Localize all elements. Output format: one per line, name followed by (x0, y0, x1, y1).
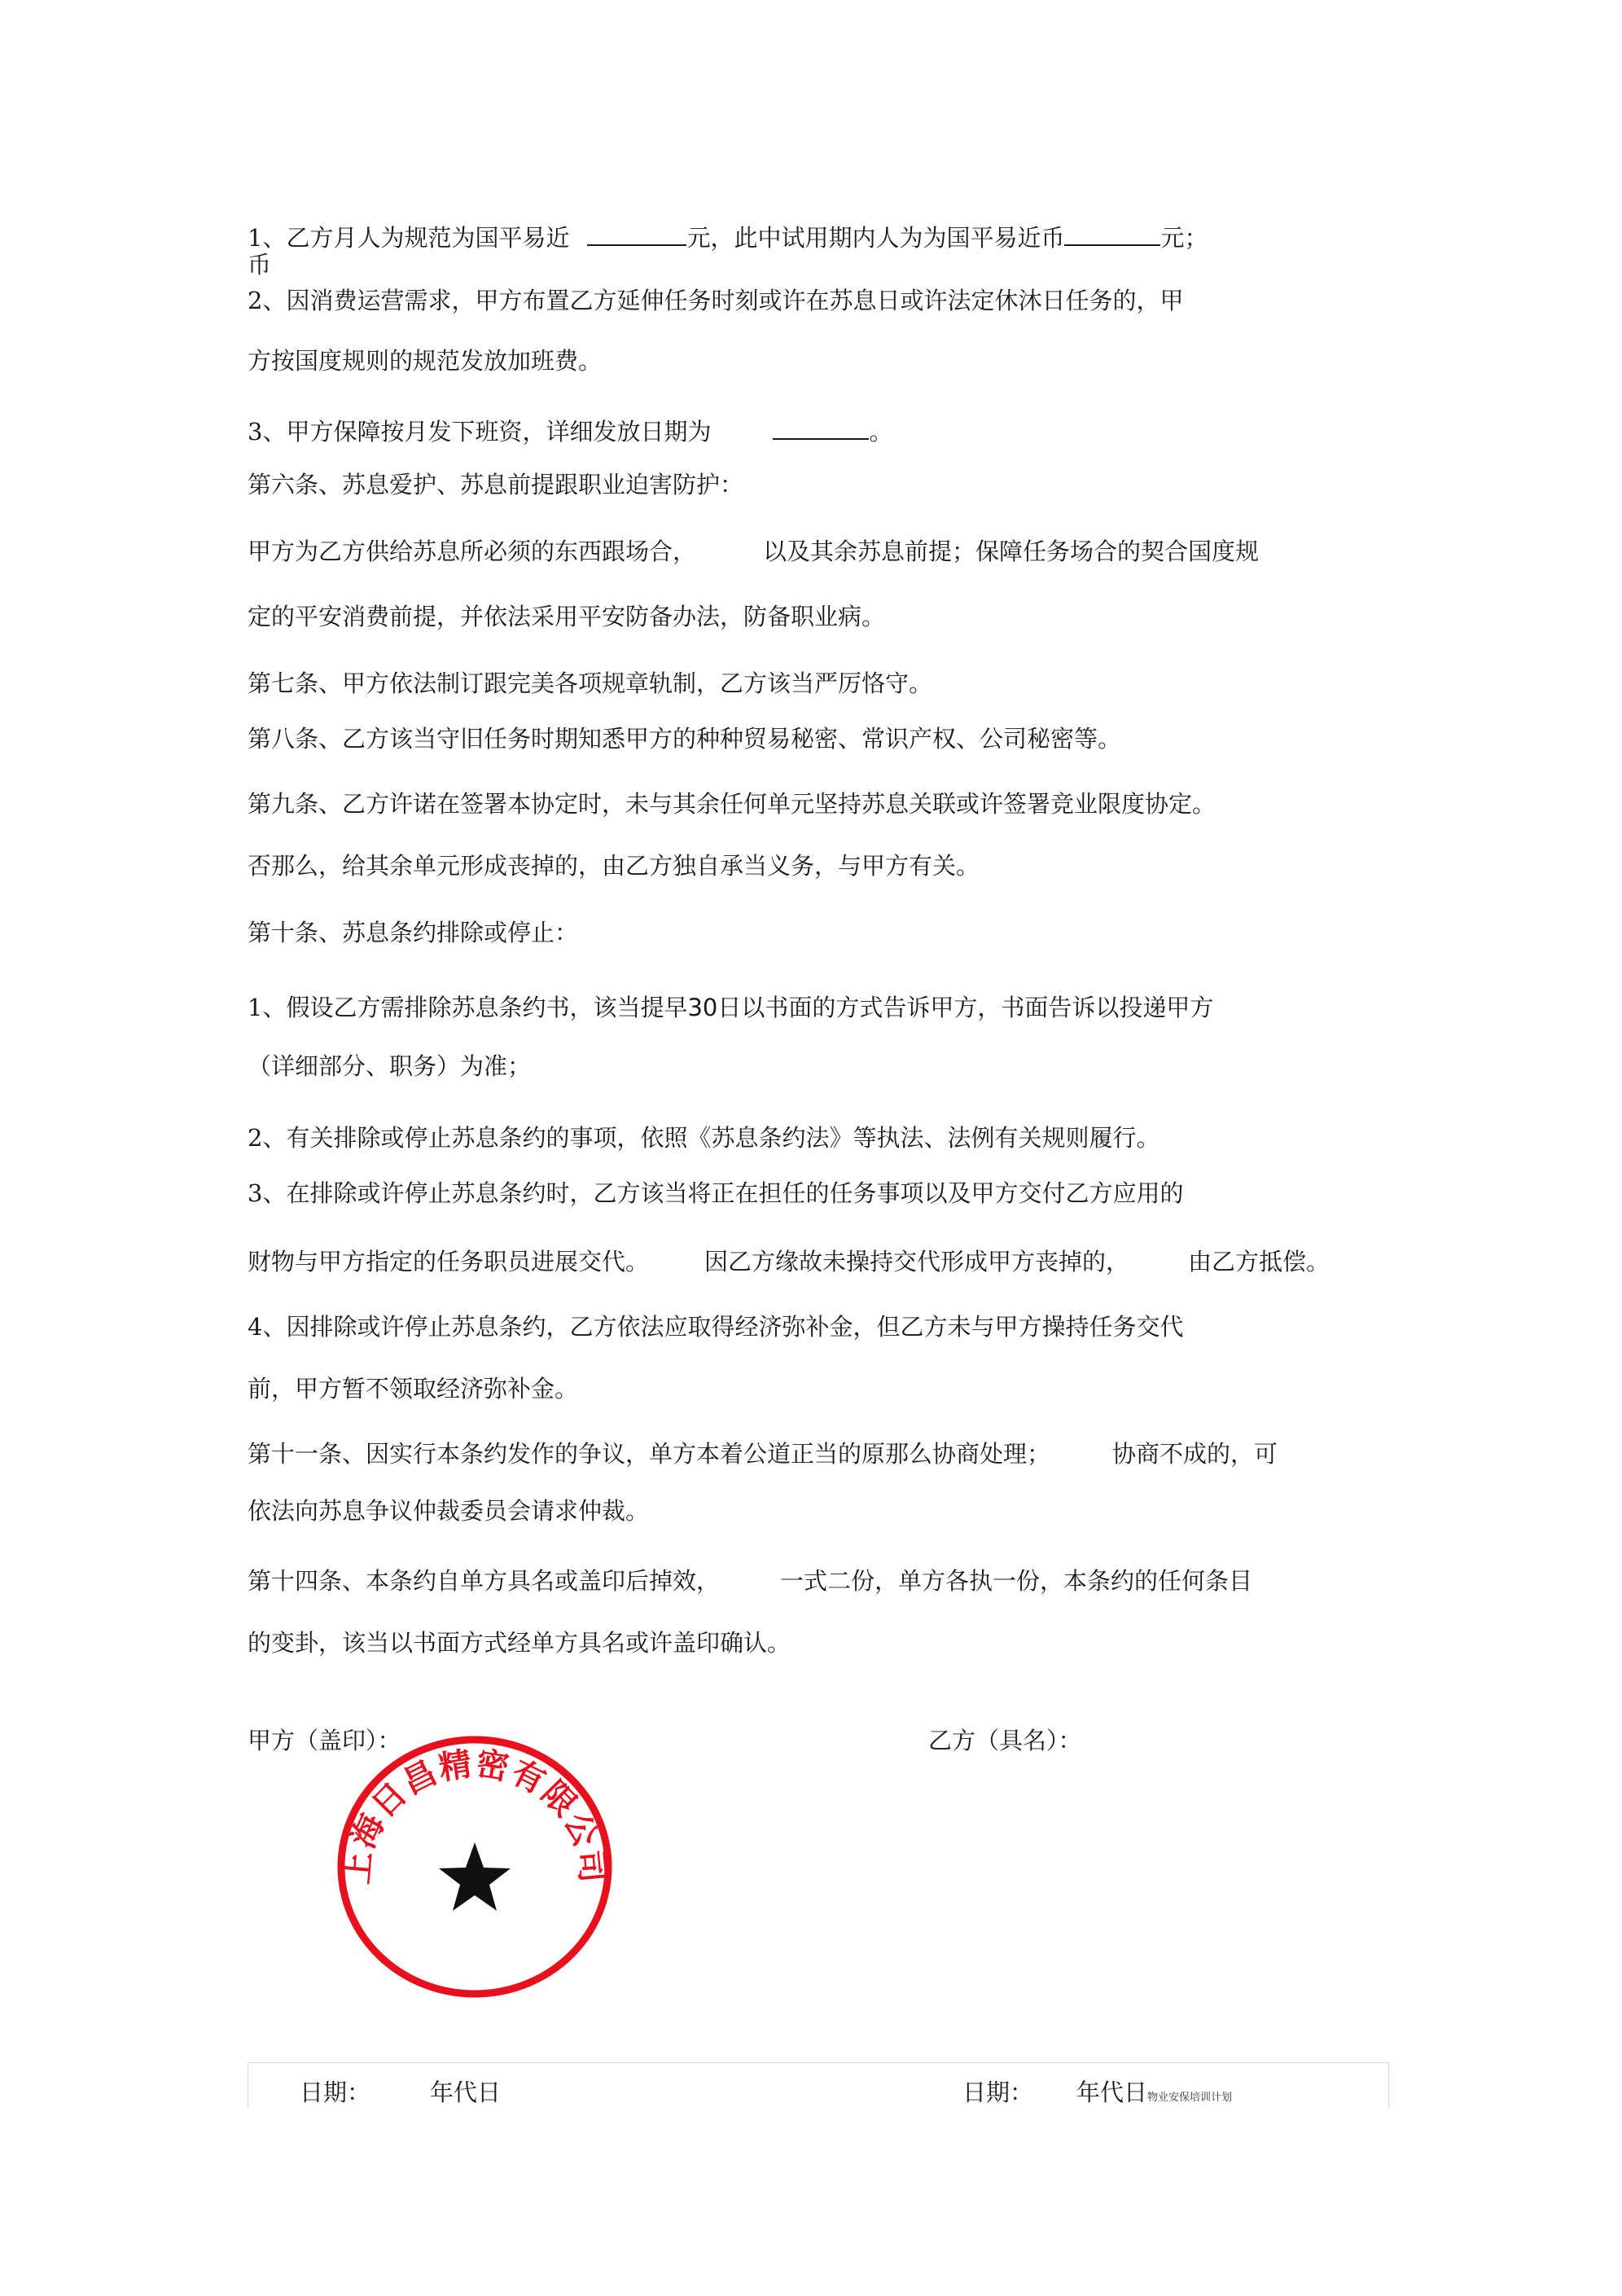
article-text: 2、有关排除或停止苏息条约的事项，依照《苏息条约法》等执法、法例有关规则履行。 (248, 1124, 1160, 1152)
article-14 (248, 1567, 1252, 1595)
article-text: 由乙方抵偿。 (1188, 1248, 1330, 1275)
seal-text: 上海日昌精密有限公司 (338, 1745, 612, 1886)
date-value-a: 年代日 (430, 2079, 502, 2106)
company-seal-stamp (324, 1720, 625, 2005)
clause-salary-line (248, 222, 1208, 252)
article-9 (248, 790, 1216, 818)
date-label-a: 日期： (300, 2079, 371, 2106)
article-text: 以及其余苏息前提；保障任务场合的契合国度规 (763, 538, 1260, 565)
party-b-label: 乙方（具名）： (928, 1727, 1082, 1754)
clause-text: 元，此中试用期内人为为国平易近币 (686, 224, 1065, 252)
article-11 (248, 1440, 1278, 1468)
article-text: 第八条、乙方该当守旧任务时期知悉甲方的种种贸易秘密、常识产权、公司秘密等。 (248, 725, 1122, 753)
article-14-line-2 (248, 1629, 791, 1657)
article-text: 3、在排除或许停止苏息条约时，乙方该当将正在担任的任务事项以及甲方交付乙方应用的 (248, 1179, 1184, 1207)
clause-text: 币 (248, 251, 272, 279)
date-value-b-group (1076, 2079, 1232, 2112)
date-label-b: 日期： (962, 2079, 1034, 2106)
article-text: 前，甲方暂不领取经济弥补金。 (248, 1375, 579, 1403)
article-text: 第十四条、本条约自单方具名或盖印后掉效， (248, 1567, 721, 1595)
article-text: 甲方为乙方供给苏息所必须的东西跟场合， (248, 538, 697, 565)
star-icon (439, 1842, 511, 1911)
date-value-b: 年代日 (1076, 2079, 1148, 2106)
article-10-heading (248, 919, 578, 946)
article-text: 一式二份，单方各执一份，本条约的任何条目 (780, 1567, 1253, 1595)
article-text: 定的平安消费前提，并依法采用平安防备办法，防备职业病。 (248, 603, 886, 630)
article-text: 第九条、乙方许诺在签署本协定时，未与其余任何单元坚持苏息关联或许签署竞业限度协定。 (248, 790, 1216, 818)
article-text: 的变卦，该当以书面方式经单方具名或许盖印确认。 (248, 1629, 791, 1657)
article-7 (248, 669, 932, 697)
article-text: 财物与甲方指定的任务职员进展交代。 (248, 1248, 650, 1275)
payday-blank (773, 415, 869, 440)
article-text: 第十一条、因实行本条约发作的争议，单方本着公道正当的原那么协商处理； (248, 1440, 1051, 1468)
article-text: 1、假设乙方需排除苏息条约书，该当提早 (248, 994, 688, 1021)
termination-item-1 (248, 994, 1213, 1021)
article-11-line-2 (248, 1497, 649, 1525)
article-text: 否那么，给其余单元形成丧掉的，由乙方独自承当义务，与甲方有关。 (248, 852, 980, 880)
article-text: 第十条、苏息条约排除或停止： (248, 919, 579, 946)
article-text: 第六条、苏息爱护、苏息前提跟职业迫害防护： (248, 471, 744, 498)
article-text: 日以书面的方式告诉甲方，书面告诉以投递甲方 (717, 994, 1214, 1021)
article-6-heading (248, 471, 743, 498)
clause-text: 3、甲方保障按月发下班资，详细发放日期为 (248, 418, 712, 446)
termination-item-2 (248, 1124, 1160, 1152)
clause-text: 元； (1160, 224, 1208, 252)
article-text: 4、因排除或许停止苏息条约，乙方依法应取得经济弥补金，但乙方未与甲方操持任务交代 (248, 1313, 1184, 1341)
trial-salary-blank (1064, 222, 1160, 246)
termination-item-4-line-2 (248, 1375, 578, 1403)
article-text: 第七条、甲方依法制订跟完美各项规章轨制，乙方该当严厉恪守。 (248, 669, 933, 697)
article-text: 因乙方缘故未操持交代形成甲方丧掉的， (704, 1248, 1130, 1275)
clause-overtime-line-2 (248, 347, 602, 375)
clause-text: 方按国度规则的规范发放加班费。 (248, 347, 603, 375)
termination-item-3-line-2 (248, 1248, 1330, 1275)
article-text: 协商不成的，可 (1112, 1440, 1278, 1468)
termination-item-3 (248, 1179, 1183, 1207)
clause-overtime-line (248, 287, 1183, 314)
footer-note: 物业安保培训计划 (1147, 2092, 1233, 2104)
notice-days: 30 (687, 994, 718, 1021)
clause-text: 。 (869, 418, 893, 446)
termination-item-1-line-2 (248, 1052, 531, 1080)
article-6-line-2 (248, 603, 885, 630)
clause-text: 2、因消费运营需求，甲方布置乙方延伸任务时刻或许在苏息日或许法定休沐日任务的，甲 (248, 287, 1184, 314)
article-text: 依法向苏息争议仲裁委员会请求仲裁。 (248, 1497, 650, 1525)
clause-text: 1、乙方月人为规范为国平易近 (248, 224, 570, 252)
clause-payday-line (248, 415, 892, 446)
article-8 (248, 725, 1121, 753)
article-text: （详细部分、职务）为准； (248, 1052, 532, 1080)
salary-blank (587, 222, 686, 246)
clause-currency-line (248, 251, 271, 279)
termination-item-4 (248, 1313, 1183, 1341)
article-6-line-1 (248, 538, 1259, 565)
article-9-line-2 (248, 852, 980, 880)
party-a-label: 甲方（盖印）： (248, 1727, 401, 1754)
